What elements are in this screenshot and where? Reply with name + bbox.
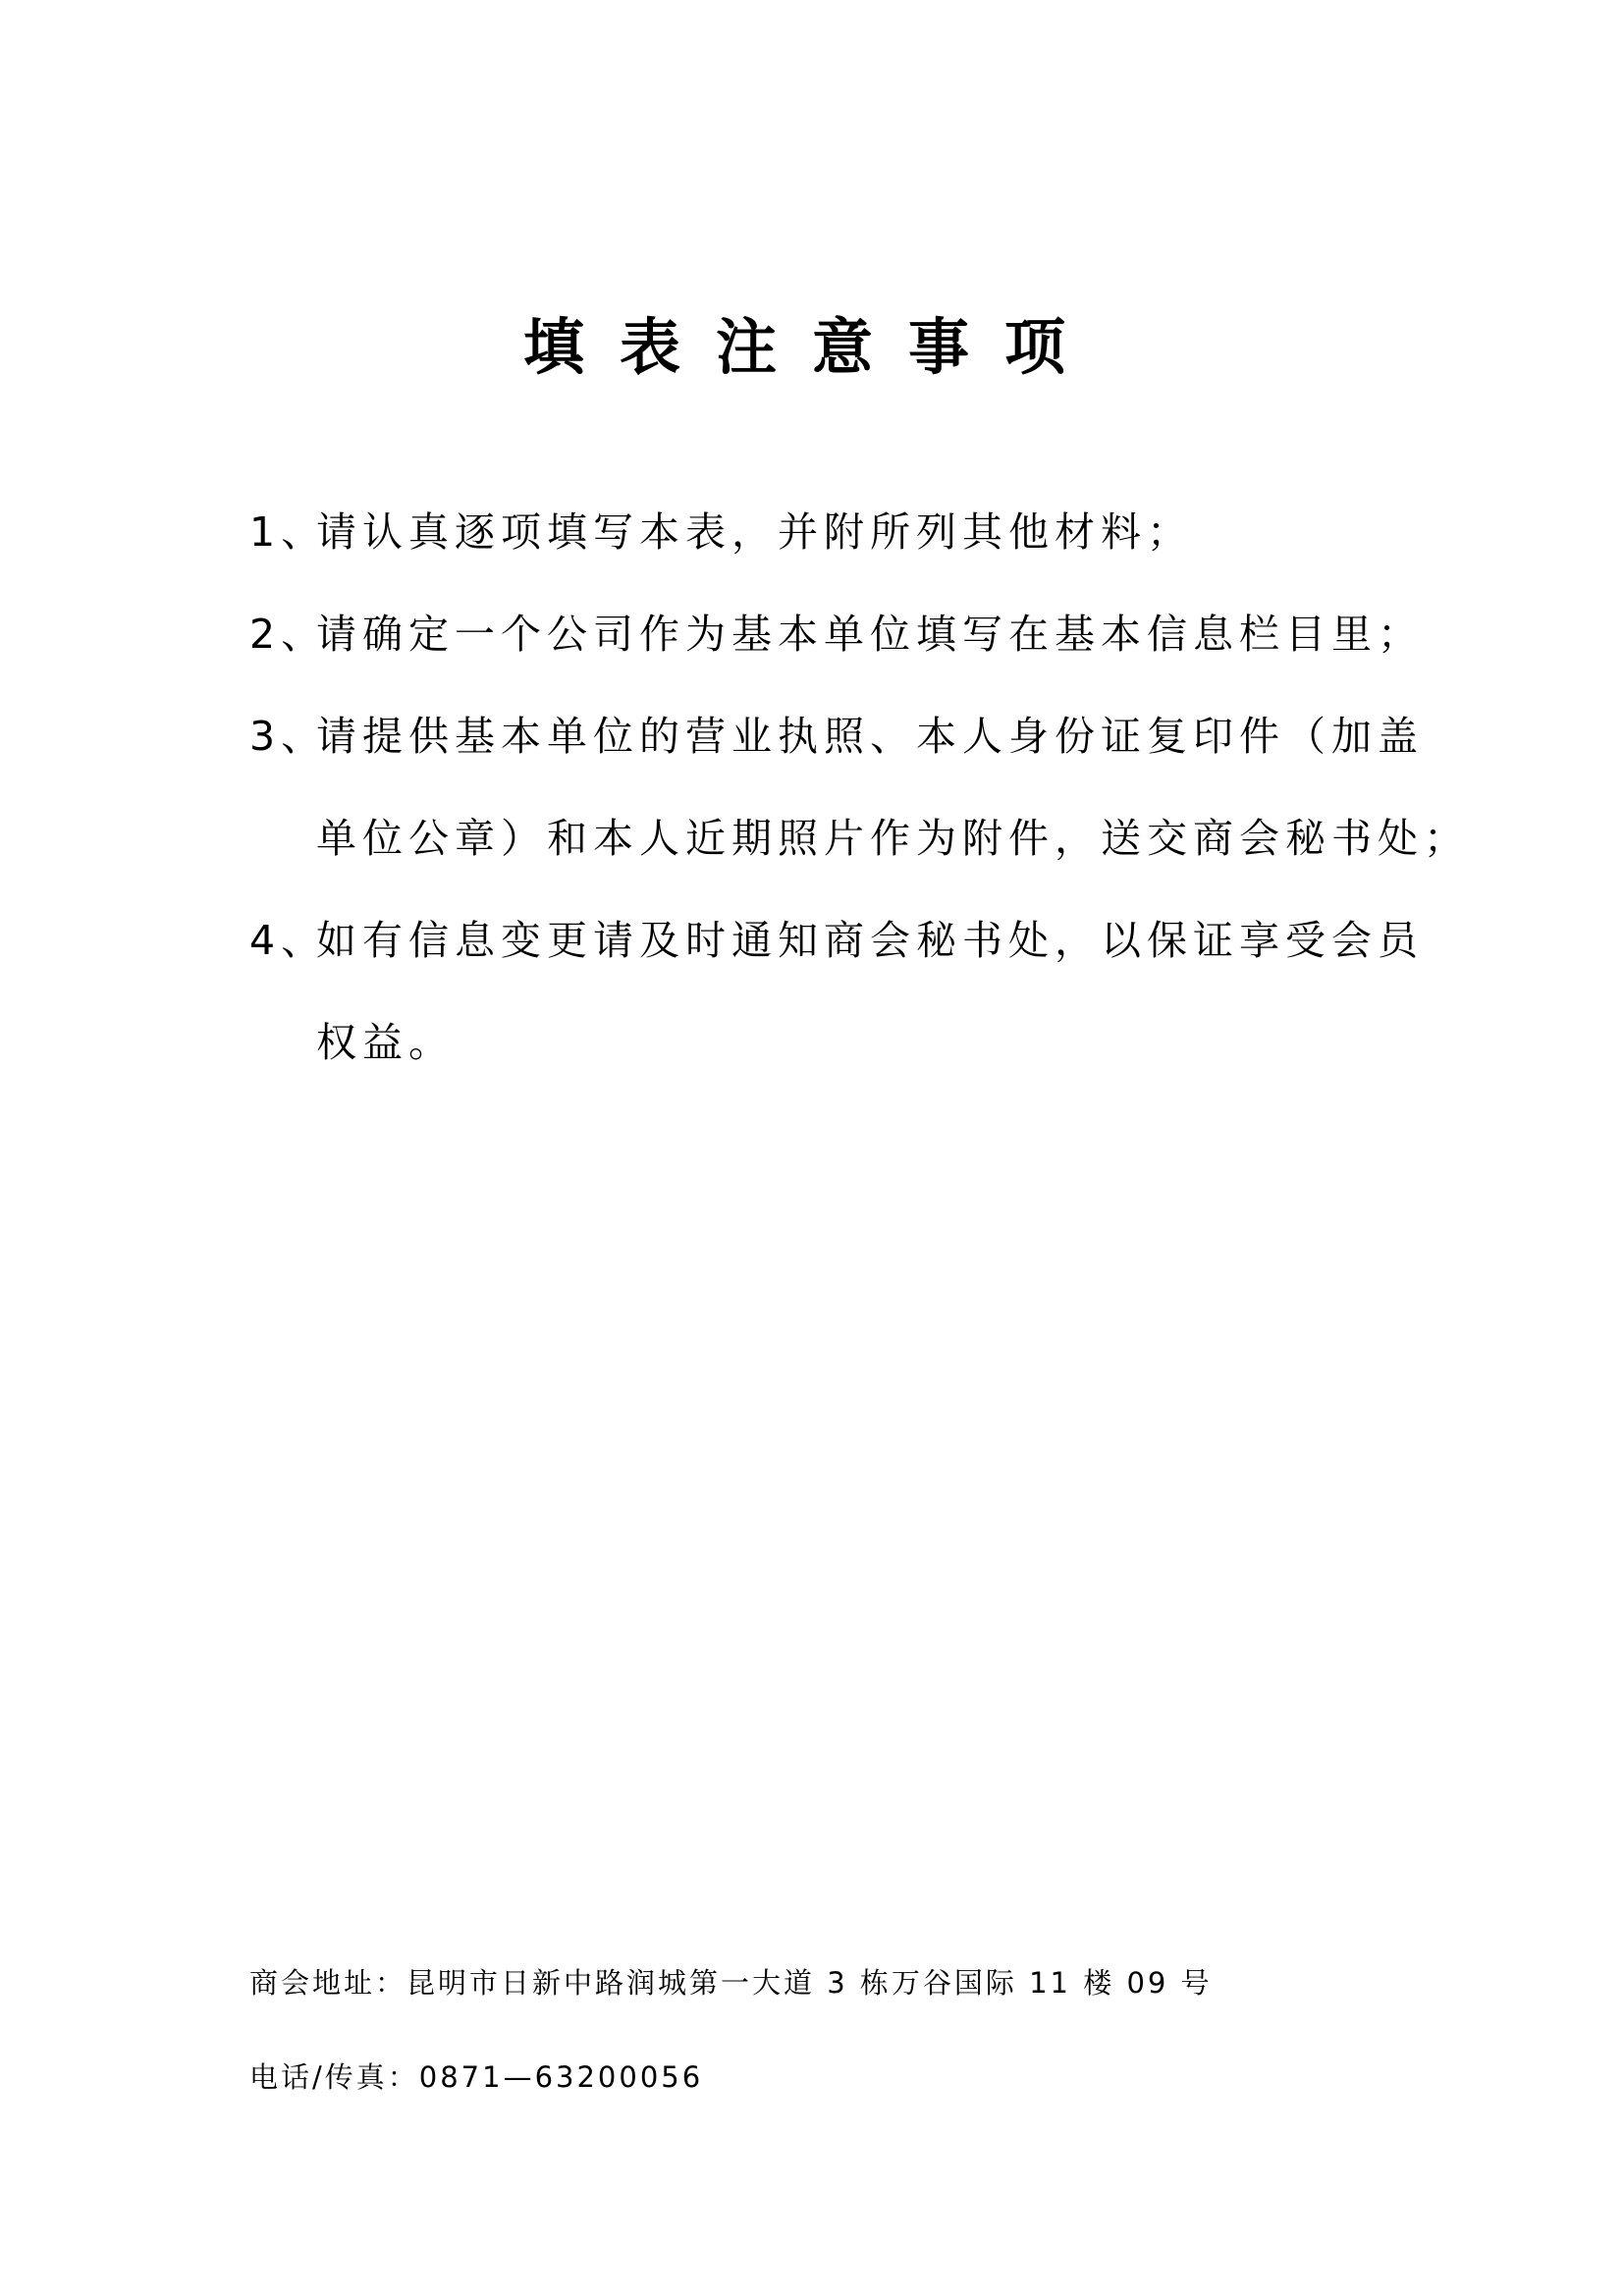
page-title: 填表注意事项: [522, 311, 1101, 383]
note-continuation: 权益。: [316, 1019, 455, 1066]
note-text: 请确定一个公司作为基本单位填写在基本信息栏目里；: [316, 611, 1424, 658]
note-text: 请提供基本单位的营业执照、本人身份证复印件（加盖: [316, 713, 1424, 760]
note-item-2: [249, 583, 1428, 685]
contact-footer: [249, 1936, 1213, 2124]
phone-fax-line: 电话/传真：0871—63200056: [249, 2060, 704, 2094]
note-text: 如有信息变更请及时通知商会秘书处，以保证享受会员: [316, 917, 1424, 964]
note-number: 1、: [249, 508, 328, 556]
note-continuation: 单位公章）和本人近期照片作为附件，送交商会秘书处；: [316, 815, 1470, 862]
note-item-4: [249, 889, 1428, 1094]
note-item-1: [249, 481, 1428, 583]
address-line: 商会地址：昆明市日新中路润城第一大道 3 栋万谷国际 11 楼 09 号: [249, 1966, 1213, 2000]
note-number: 4、: [249, 917, 328, 964]
note-item-3: [249, 685, 1470, 889]
note-text: 请认真逐项填写本表，并附所列其他材料；: [316, 508, 1193, 556]
notes-list: [249, 481, 1470, 1094]
note-number: 2、: [249, 611, 328, 658]
note-number: 3、: [249, 713, 328, 760]
